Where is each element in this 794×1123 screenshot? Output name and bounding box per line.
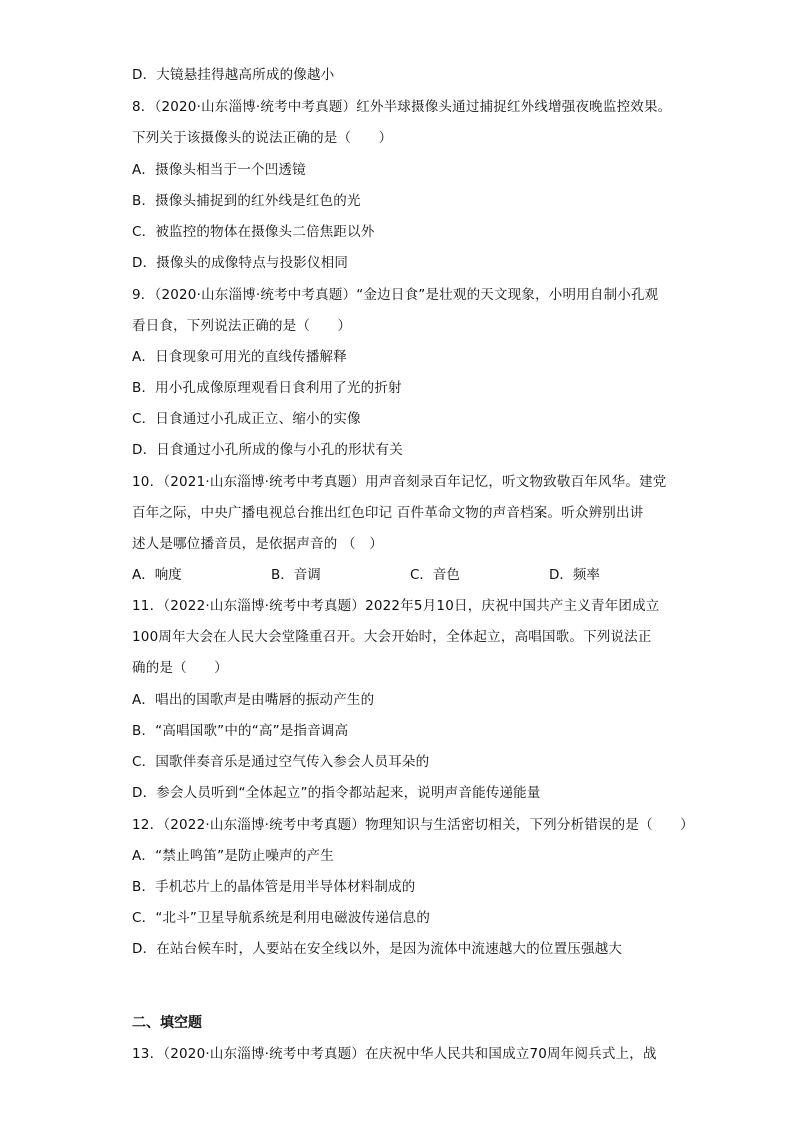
- q11-stem-line-2: 100周年大会在人民大会堂隆重召开。大会开始时，全体起立，高唱国歌。下列说法正: [132, 629, 652, 645]
- q12-option-a: A．“禁止鸣笛”是防止噪声的产生: [132, 848, 334, 864]
- q11-stem-line-3: 确的是（ ）: [132, 660, 228, 676]
- q12-option-c: C．“北斗”卫星导航系统是利用电磁波传递信息的: [132, 910, 431, 926]
- q8-stem-line-2: 下列关于该摄像头的说法正确的是（ ）: [132, 130, 393, 146]
- q10-stem-line-1: 10．（2021·山东淄博·统考中考真题）用声音刻录百年记忆，听文物致敬百年风华。建党: [132, 474, 667, 490]
- q11-option-d: D．参会人员听到“全体起立”的指令都站起来，说明声音能传递能量: [132, 785, 541, 801]
- q10-option-a: A．响度: [132, 567, 182, 583]
- q10-stem-line-3: 述人是哪位播音员，是依据声音的 （ ）: [132, 536, 384, 552]
- q10-option-d: D．频率: [549, 567, 600, 583]
- q9-option-c: C．日食通过小孔成正立、缩小的实像: [132, 411, 361, 427]
- q13-stem-line-1: 13．（2020·山东淄博·统考中考真题）在庆祝中华人民共和国成立70周年阅兵式上，战: [132, 1046, 657, 1062]
- q9-option-a: A．日食现象可用光的直线传播解释: [132, 349, 347, 365]
- q12-option-b: B．手机芯片上的晶体管是用半导体材料制成的: [132, 879, 416, 895]
- q9-stem-line-2: 看日食，下列说法正确的是（ ）: [132, 318, 352, 334]
- q11-option-b: B．“高唱国歌”中的“高”是指音调高: [132, 723, 349, 739]
- q11-option-a: A．唱出的国歌声是由嘴唇的振动产生的: [132, 692, 375, 708]
- q8-option-c: C．被监控的物体在摄像头二倍焦距以外: [132, 224, 375, 240]
- q8-stem-line-1: 8．（2020·山东淄博·统考中考真题）红外半球摄像头通过捕捉红外线增强夜晚监控效果。: [132, 99, 672, 115]
- q7-option-d: D．大镜悬挂得越高所成的像越小: [132, 67, 335, 83]
- q10-option-b: B．音调: [271, 567, 321, 583]
- section-title-fill-in: 二、填空题: [132, 1015, 202, 1031]
- q12-stem: 12．（2022·山东淄博·统考中考真题）物理知识与生活密切相关，下列分析错误的是（ ）: [132, 817, 694, 833]
- q8-option-a: A．摄像头相当于一个凹透镜: [132, 162, 306, 178]
- q12-option-d: D．在站台候车时，人要站在安全线以外，是因为流体中流速越大的位置压强越大: [132, 941, 623, 957]
- q10-stem-line-2: 百年之际，中央广播电视总台推出红色印记 百件革命文物的声音档案。听众辨别出讲: [132, 505, 644, 521]
- q9-stem-line-1: 9．（2020·山东淄博·统考中考真题）“金边日食”是壮观的天文现象，小明用自制小孔观: [132, 287, 659, 303]
- q11-option-c: C．国歌伴奏音乐是通过空气传入参会人员耳朵的: [132, 754, 430, 770]
- q8-option-d: D．摄像头的成像特点与投影仪相同: [132, 255, 349, 271]
- q10-option-c: C．音色: [410, 567, 460, 583]
- q8-option-b: B．摄像头捕捉到的红外线是红色的光: [132, 193, 361, 209]
- q9-option-b: B．用小孔成像原理观看日食利用了光的折射: [132, 380, 402, 396]
- q9-option-d: D．日食通过小孔所成的像与小孔的形状有关: [132, 442, 403, 458]
- q11-stem-line-1: 11．（2022·山东淄博·统考中考真题）2022年5月10日，庆祝中国共产主义青年团成立: [132, 598, 660, 614]
